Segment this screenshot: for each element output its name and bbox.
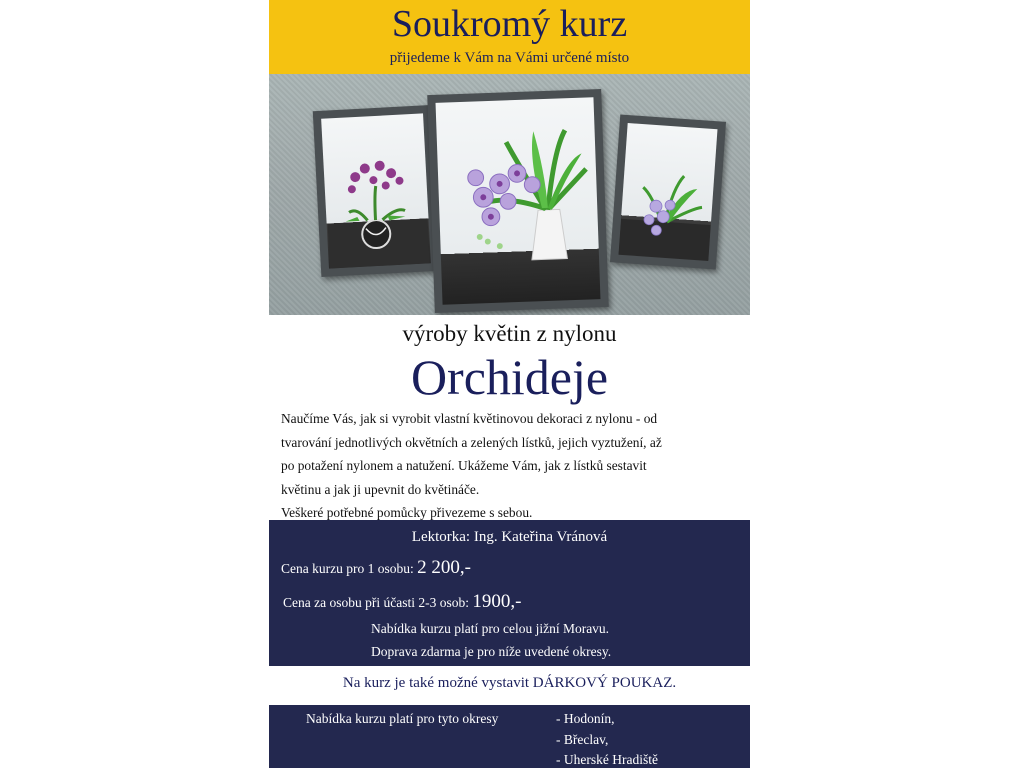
poster-title: Soukromý kurz <box>391 3 628 45</box>
description-line: Naučíme Vás, jak si vyrobit vlastní květinovou dekoraci z nylonu - od <box>281 411 658 426</box>
course-name: Orchideje <box>410 349 609 405</box>
description-line: Veškeré potřebné pomůcky přivezeme s sebou. <box>281 505 533 520</box>
transport-note: Doprava zdarma je pro níže uvedené okresy. <box>371 644 612 659</box>
orchid-small-icon <box>321 113 431 268</box>
orchid-photos <box>269 74 750 315</box>
course-subtitle: výroby květin z nylonu <box>402 321 617 346</box>
header-banner <box>269 0 750 74</box>
regions-label: Nabídka kurzu platí pro tyto okresy <box>306 711 499 726</box>
info-box <box>269 520 750 666</box>
lector-name: Lektorka: Ing. Kateřina Vránová <box>411 529 608 545</box>
description-line: po potažení nylonem a natužení. Ukážeme Vám, jak z lístků sestavit <box>281 458 647 473</box>
orchid-right-icon <box>619 123 718 261</box>
photo-frame-center <box>427 89 609 313</box>
region-item: - Břeclav, <box>556 732 609 747</box>
orchid-large-icon <box>436 97 601 304</box>
price-group-value: 1900,- <box>472 591 522 612</box>
region-item: - Hodonín, <box>556 711 615 726</box>
price-group <box>283 590 521 615</box>
price-single-label: Cena kurzu pro 1 osobu: <box>281 561 414 576</box>
poster <box>269 0 750 768</box>
gift-voucher-note: Na kurz je také možné vystavit DÁRKOVÝ POUKAZ. <box>342 675 677 691</box>
price-group-label: Cena za osobu při účasti 2-3 osob: <box>283 595 469 610</box>
photo-frame-right <box>610 114 726 269</box>
region-item: - Uherské Hradiště <box>556 752 658 767</box>
price-single <box>281 556 471 581</box>
price-single-value: 2 200,- <box>417 557 471 578</box>
description-line: tvarování jednotlivých okvětních a zelených lístků, jejich vyztužení, až <box>281 434 662 450</box>
regions-box <box>269 705 750 768</box>
coverage-note: Nabídka kurzu platí pro celou jižní Moravu. <box>371 621 610 636</box>
poster-subtitle: přijedeme k Vám na Vámi určené místo <box>389 50 630 66</box>
photo-frame-left <box>313 105 440 277</box>
course-description <box>281 407 743 525</box>
description-line: květinu a jak ji upevnit do květináče. <box>281 481 480 497</box>
